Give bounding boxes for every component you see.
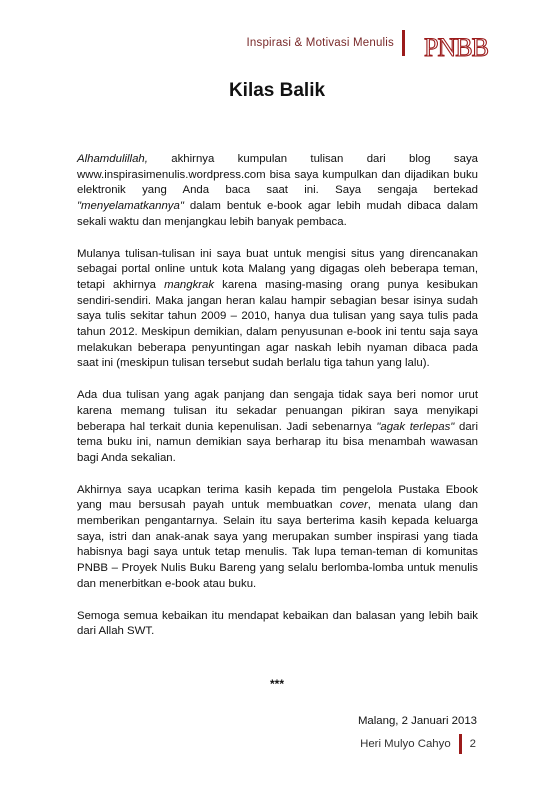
pnbb-logo (420, 26, 494, 66)
paragraph-3 (77, 388, 478, 467)
paragraph-text: akhirnya kumpulan tulisan dari blog saya www.inspirasimenulis.wordpress.com bisa saya kumpulkan dan dijadikan buku elektronik yang Anda baca saat ini. Saya sengaja bertekad (77, 153, 478, 197)
paragraph-text: Ada dua tulisan yang agak panjang dan sengaja tidak saya beri nomor urut karena memang tulisan itu sekadar penuangan pikiran saya menyikapi beberapa hal terkait dunia kepenulisan. Jadi sebenarnya (77, 389, 478, 433)
body-text (77, 152, 478, 656)
italic-word: cover (339, 499, 368, 512)
footer-author: Heri Mulyo Cahyo (360, 738, 451, 750)
paragraph-text: dari tema buku ini, namun demikian saya berharap itu bisa menambah wawasan bagi Anda sekalian. (77, 420, 478, 464)
italic-quote: "menyelamatkannya" (77, 200, 184, 213)
paragraph-text: , menata ulang dan memberikan pengantarnya. Selain itu saya berterima kasih kepada keluarga saya, istri dan anak-anak saya yang merupakan sumber inspirasi yang tiada habisnya bagi saya untuk tetap menulis. Tak lupa teman-teman di komunitas PNBB – Proyek Nulis Buku Bareng yang selalu berlomba-lomba untuk menulis dan menerbitkan e-book atau buku. (77, 499, 478, 590)
paragraph-2 (77, 247, 478, 373)
paragraph-4 (77, 483, 478, 593)
paragraph-text: Mulanya tulisan-tulisan ini saya buat untuk mengisi situs yang direncanakan sebagai portal online untuk kota Malang yang digagas oleh beberapa teman, tetapi akhirnya (77, 247, 478, 291)
paragraph-text: karena masing-masing orang punya kesibukan sendiri-sendiri. Maka jangan heran kalau hampir sebagian besar isinya sudah saya tulis sekitar tahun 2009 – 2010, hanya dua tulisan yang saya tulis pada tahun 2012. Meskipun demikian, dalam penyusunan e-book ini tentu saja saya melakukan beberapa penyuntingan agar naskah lebih nyaman dibaca pada saat ini (meskipun tulisan tersebut sudah berlalu tiga tahun yang lalu). (77, 278, 479, 370)
footer-divider (459, 734, 462, 754)
page-title: Kilas Balik (228, 80, 326, 101)
svg-text:PNBB: PNBB (424, 33, 488, 62)
header-divider (402, 30, 405, 56)
running-footer (360, 734, 476, 754)
paragraph-text: Akhirnya saya ucapkan terima kasih kepada tim pengelola Pustaka Ebook yang mau bersusah payah untuk membuatkan (77, 483, 478, 512)
italic-quote: "agak terlepas" (376, 420, 455, 433)
header-text: Inspirasi & Motivasi Menulis (246, 37, 394, 49)
italic-word: mangkrak (164, 278, 215, 291)
page-number: 2 (469, 738, 476, 750)
section-separator: *** (269, 677, 284, 691)
paragraph-5 (77, 609, 478, 640)
italic-lead: Alhamdulillah, (77, 153, 148, 165)
dateline: Malang, 2 Januari 2013 (357, 715, 477, 727)
paragraph-text: Semoga semua kebaikan itu mendapat kebaikan dan balasan yang lebih baik dari Allah SWT. (77, 609, 478, 638)
paragraph-text: dalam bentuk e-book agar lebih mudah dibaca dalam sekali waktu dan menjangkau lebih banyak pembaca. (77, 200, 478, 228)
paragraph-1 (77, 152, 478, 231)
